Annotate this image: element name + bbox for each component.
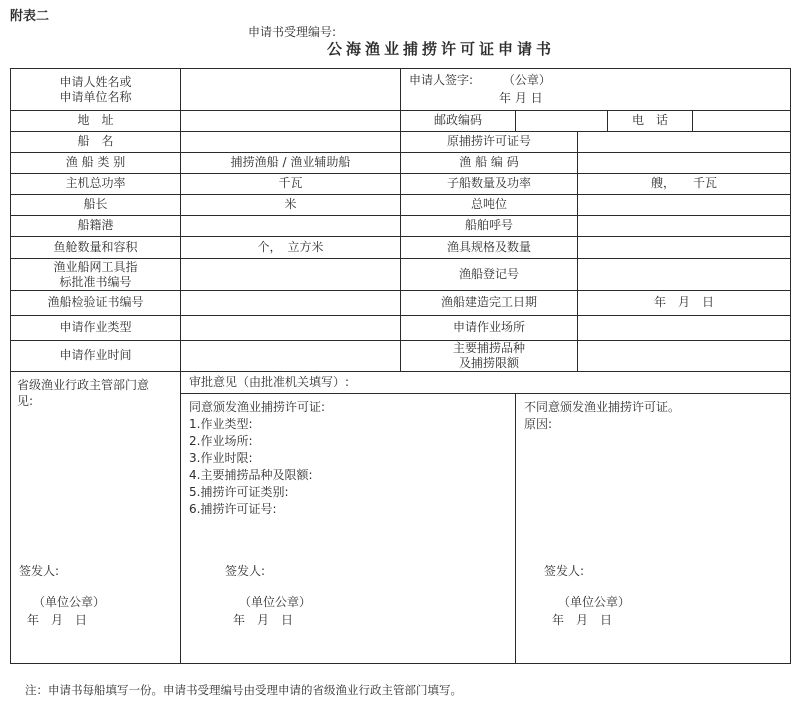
phone-label: 电 话 — [608, 111, 693, 132]
vessel-name-label: 船 名 — [11, 132, 181, 153]
signature-date: 年 月 日 — [552, 613, 613, 627]
provincial-opinion-cell — [11, 372, 181, 664]
inspection-cert-value — [181, 291, 401, 316]
phone-value — [693, 111, 791, 132]
registration-no-value — [578, 259, 791, 291]
vessel-type-value: 捕捞渔船 / 渔业辅助船 — [181, 153, 401, 174]
applicant-name-label — [11, 69, 181, 111]
disagree-reason-label: 原因: — [524, 417, 553, 431]
operation-type-value — [181, 316, 401, 341]
operation-type-label: 申请作业类型 — [11, 316, 181, 341]
agree-item-3: 3.作业时限: — [189, 451, 253, 465]
postal-code-label: 邮政编码 — [401, 111, 516, 132]
gear-spec-value — [578, 237, 791, 259]
agree-item-6: 6.捕捞许可证号: — [189, 502, 277, 516]
disagree-cell — [516, 394, 791, 664]
vessel-name-value — [181, 132, 401, 153]
net-tool-approval-value — [181, 259, 401, 291]
signature-date: 年 月 日 — [233, 613, 294, 627]
vessel-code-label: 渔 船 编 码 — [401, 153, 578, 174]
agree-item-4: 4.主要捕捞品种及限额: — [189, 468, 313, 482]
applicant-name-label-line2: 申请单位名称 — [59, 89, 132, 104]
provincial-signature-block — [19, 563, 105, 628]
applicant-sign-date: 年 月 日 — [499, 90, 543, 105]
original-license-value — [578, 132, 791, 153]
agree-title: 同意颁发渔业捕捞许可证: — [189, 400, 326, 414]
provincial-opinion-label-line2: 见: — [17, 394, 34, 408]
engine-power-label: 主机总功率 — [11, 174, 181, 195]
net-tool-approval-label-line2: 标批准书编号 — [59, 274, 132, 289]
operation-place-value — [578, 316, 791, 341]
vessel-code-value — [578, 153, 791, 174]
acceptance-number-label: 申请书受理编号: — [248, 25, 337, 39]
applicant-signature-cell — [401, 69, 791, 111]
applicant-name-value — [181, 69, 401, 111]
official-seal-label: （公章） — [502, 73, 551, 87]
completion-date-label: 渔船建造完工日期 — [401, 291, 578, 316]
net-tool-approval-label — [11, 259, 181, 291]
gear-spec-label: 渔具规格及数量 — [401, 237, 578, 259]
call-sign-value — [578, 216, 791, 237]
address-label: 地 址 — [11, 111, 181, 132]
main-species-label-line2: 及捕捞限额 — [458, 356, 519, 370]
signer-label: 签发人: — [544, 564, 585, 578]
sub-vessel-value: 艘， 千瓦 — [578, 174, 791, 195]
approval-opinion-header: 审批意见（由批准机关填写）: — [181, 372, 791, 394]
provincial-opinion-label-line1: 省级渔业行政主管部门意 — [17, 378, 150, 392]
disagree-signature-block — [544, 563, 630, 628]
registration-no-label: 渔船登记号 — [401, 259, 578, 291]
gross-tonnage-label: 总吨位 — [401, 195, 578, 216]
completion-date-value: 年 月 日 — [578, 291, 791, 316]
unit-seal-label: （单位公章） — [33, 595, 106, 609]
page-title: 公海渔业捕捞许可证申请书 — [327, 40, 556, 58]
operation-time-label: 申请作业时间 — [11, 341, 181, 372]
disagree-title: 不同意颁发渔业捕捞许可证。 — [524, 400, 681, 414]
signer-label: 签发人: — [225, 564, 266, 578]
home-port-label: 船籍港 — [11, 216, 181, 237]
agree-item-2: 2.作业场所: — [189, 434, 253, 448]
main-species-label-line1: 主要捕捞品种 — [452, 341, 525, 355]
net-tool-approval-label-line1: 渔业船网工具指 — [53, 259, 138, 274]
fish-hold-label: 鱼舱数量和容积 — [11, 237, 181, 259]
operation-place-label: 申请作业场所 — [401, 316, 578, 341]
signer-label: 签发人: — [19, 564, 60, 578]
original-license-label: 原捕捞许可证号 — [401, 132, 578, 153]
operation-time-value — [181, 341, 401, 372]
agree-signature-block — [225, 563, 311, 628]
vessel-length-value: 米 — [181, 195, 401, 216]
unit-seal-label: （单位公章） — [239, 595, 312, 609]
agree-item-5: 5.捕捞许可证类别: — [189, 485, 289, 499]
fish-hold-value: 个， 立方米 — [181, 237, 401, 259]
engine-power-value: 千瓦 — [181, 174, 401, 195]
main-species-label — [401, 341, 578, 372]
gross-tonnage-value — [578, 195, 791, 216]
signature-date: 年 月 日 — [27, 613, 88, 627]
agree-item-1: 1.作业类型: — [189, 417, 253, 431]
applicant-name-label-line1: 申请人姓名或 — [59, 74, 132, 89]
inspection-cert-label: 渔船检验证书编号 — [11, 291, 181, 316]
application-form-table — [10, 68, 791, 664]
agree-cell — [181, 394, 516, 664]
address-value — [181, 111, 401, 132]
unit-seal-label: （单位公章） — [558, 595, 631, 609]
postal-code-value — [516, 111, 608, 132]
main-species-value — [578, 341, 791, 372]
sub-vessel-label: 子船数量及功率 — [401, 174, 578, 195]
home-port-value — [181, 216, 401, 237]
applicant-sign-label: 申请人签字: — [409, 73, 474, 87]
vessel-length-label: 船长 — [11, 195, 181, 216]
call-sign-label: 船舶呼号 — [401, 216, 578, 237]
vessel-type-label: 渔 船 类 别 — [11, 153, 181, 174]
appendix-label: 附表二 — [10, 9, 50, 24]
footer-note: 注：申请书每船填写一份。申请书受理编号由受理申请的省级渔业行政主管部门填写。 — [25, 683, 462, 697]
